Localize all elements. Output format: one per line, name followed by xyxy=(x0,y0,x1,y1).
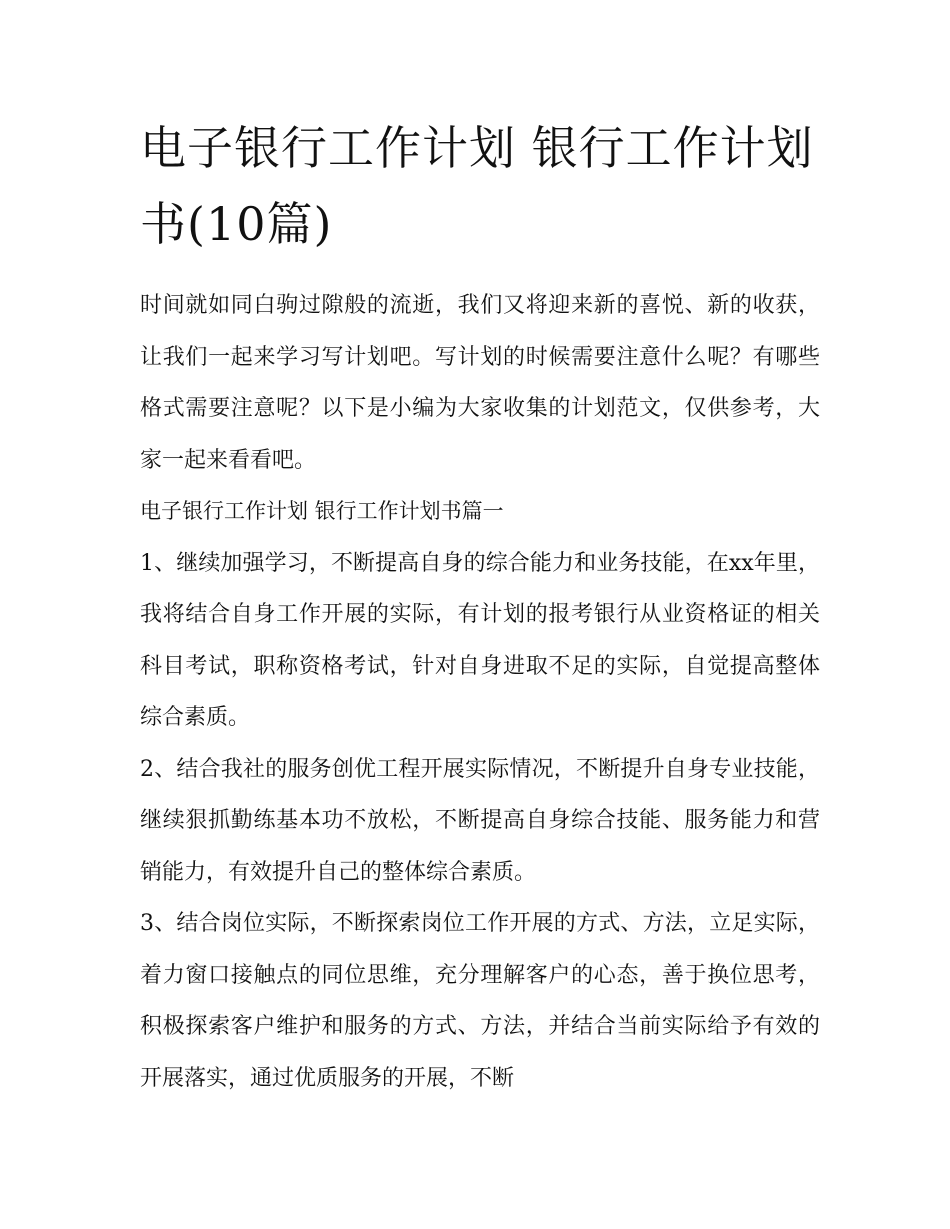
plan-item-1: 1、继续加强学习，不断提高自身的综合能力和业务技能，在xx年里，我将结合自身工作开展的实际，有计划的报考银行从业资格证的相关科目考试，职称资格考试，针对自身进取不足的实际，自觉提高整体综合素质。 xyxy=(140,550,820,730)
document-page xyxy=(140,110,820,1104)
document-title: 电子银行工作计划 银行工作计划书(10篇) xyxy=(140,121,814,251)
section-heading: 电子银行工作计划 银行工作计划书篇一 xyxy=(140,499,504,523)
plan-item-3: 3、结合岗位实际，不断探索岗位工作开展的方式、方法，立足实际，着力窗口接触点的同位思维，充分理解客户的心态，善于换位思考，积极探索客户维护和服务的方式、方法，并结合当前实际给予有效的开展落实，通过优质服务的开展，不断 xyxy=(140,911,820,1091)
plan-item-2: 2、结合我社的服务创优工程开展实际情况，不断提升自身专业技能，继续狠抓勤练基本功不放松，不断提高自身综合技能、服务能力和营销能力，有效提升自己的整体综合素质。 xyxy=(140,756,820,885)
intro-paragraph: 时间就如同白驹过隙般的流逝，我们又将迎来新的喜悦、新的收获，让我们一起来学习写计划吧。写计划的时候需要注意什么呢？有哪些格式需要注意呢？以下是小编为大家收集的计划范文，仅供参考，大家一起来看看吧。 xyxy=(140,293,820,473)
